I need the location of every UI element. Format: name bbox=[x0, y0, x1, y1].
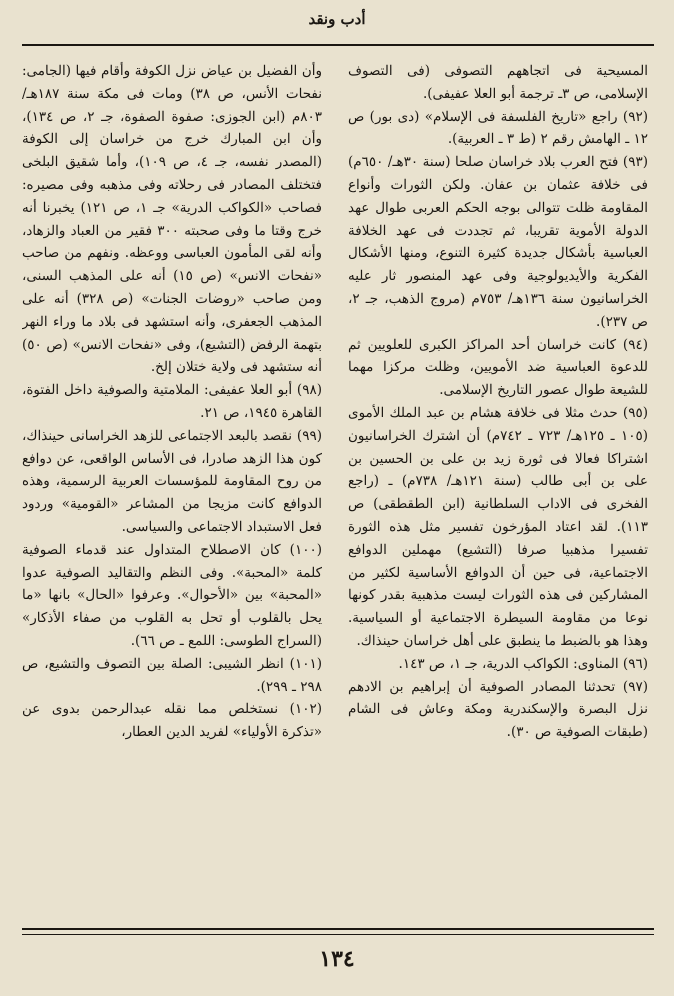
footnote-paragraph: (٩٣) فتح العرب بلاد خراسان صلحا (سنة ٣٠هـ/ ٦٥٠م) فى خلافة عثمان بن عفان. ولكن الثورات وأنواع المقاومة ظلت تتوالى بوجه الحكم العربى طوال عهد الدولة الأموية تقريبا، ثم تجددت فى عهد الخلافة العباسية بأشكال جديدة كثيرة التنوع، ومنها الأشكال الفكرية والأيديولوجية وفى عهد المنصور ثار عليه الخراسانيون سنة ١٣٦هـ/ ٧٥٣م (مروج الذهب، جـ ٢، ص ٢٣٧). bbox=[348, 154, 648, 330]
page-number: ١٣٤ bbox=[319, 946, 355, 972]
footer-rule-thin bbox=[22, 934, 654, 935]
footnote-paragraph: (٩٤) كانت خراسان أحد المراكز الكبرى للعلويين ثم للدعوة العباسية ضد الأمويين، وظلت مركزا مهما للشيعة طوال عصور التاريخ الإسلامى. bbox=[348, 336, 648, 399]
footer-rule bbox=[22, 928, 654, 930]
header-rule bbox=[22, 44, 654, 46]
footnote-paragraph: المسيحية فى اتجاههم التصوفى (فى التصوف الإسلامى، ص ٣ـ ترجمة أبو العلا عفيفى). bbox=[348, 63, 648, 102]
footnote-paragraph: (١٠١) انظر الشيبى: الصلة بين التصوف والتشيع، ص ٢٩٨ ـ ٢٩٩). bbox=[22, 655, 322, 695]
footnote-paragraph: (٩٩) نقصد بالبعد الاجتماعى للزهد الخراسانى حينذاك، كون هذا الزهد صادرا، فى الأساس الواقعى، عن دوافع من روح المقاومة للمؤسسات العربية الرسمية، وهذه الدوافع كانت مزيجا من المشاعر «القومية» وردود فعل الاستبداد الاجتماعى والسياسى. bbox=[22, 427, 322, 535]
running-header: أدب ونقد bbox=[308, 10, 366, 28]
footnote-paragraph: (١٠٢) نستخلص مما نقله عبدالرحمن بدوى عن «تذكرة الأولياء» لفريد الدين العطار، bbox=[22, 701, 322, 741]
right-column bbox=[348, 60, 648, 920]
left-column bbox=[22, 60, 322, 920]
footnote-paragraph: (٩٧) تحدثنا المصادر الصوفية أن إبراهيم بن الادهم نزل البصرة والإسكندرية ومكة وعاش فى الشام (طبقات الصوفية ص ٣٠). bbox=[348, 678, 648, 741]
footnote-paragraph: (٩٨) أبو العلا عفيفى: الملامتية والصوفية داخل الفتوة، القاهرة ١٩٤٥، ص ٢١. bbox=[22, 382, 322, 421]
footnote-paragraph: (٩٥) حدث مثلا فى خلافة هشام بن عبد الملك الأموى (١٠٥ ـ ١٢٥هـ/ ٧٢٣ ـ ٧٤٢م) أن اشترك الخراسانيون اشتراكا فعالا فى ثورة زيد بن على بن الحسين بن على بن أبى طالب (سنة ١٢١هـ/ ٧٣٨م) ـ (راجع الفخرى فى الاداب السلطانية (ابن الطقطقى) ص ١١٣). لقد اعتاد المؤرخون تفسير مثل هذه الثورة تفسيرا مذهبيا صرفا (التشيع) مهملين الدوافع الاجتماعية، فى حين أن الدوافع الأساسية لكثير من المشاركين فى هذه الثورات ليست مذهبية بقدر كونها نوعا من مقاومة السيطرة الاجتماعية أو السياسية. وهذا هو بالضبط ما ينطبق على أهل خراسان حينذاك. bbox=[348, 404, 648, 649]
footnote-paragraph: وأن الفضيل بن عياض نزل الكوفة وأقام فيها (الجامى: نفحات الأنس، ص ٣٨) ومات فى مكة سنة ١٨٧هـ/ ٨٠٣م (ابن الجوزى: صفوة الصفوة، جـ ٢، ص ١٣٤)، وأن ابن المبارك خرج من خراسان إلى الكوفة (المصدر نفسه، جـ ٤، ص ١٠٩)، وأما شقيق البلخى فتختلف المصادر فى رحلاته وفى مذهبه وفى مصيره: فصاحب «الكواكب الدرية» جـ ١، ص ١٢١) يخبرنا أنه خرج وقتا ما وفى صحبته ٣٠٠ فقير من العباد والزهاد، وأنه لقى المأمون العباسى ووعظه. ونفهم من صاحب «نفحات الانس» (ص ١٥) أنه على المذهب السنى، ومن صاحب «روضات الجنات» (ص ٣٢٨) أنه على المذهب الجعفرى، وأنه استشهد فى بلاد ما وراء النهر بتهمة الرفض (التشيع)، وفى «نفحات الانس» (ص ٥٠) أنه ستشهد فى ولاية ختلان إلخ. bbox=[22, 63, 322, 376]
footnote-paragraph: (٩٦) المناوى: الكواكب الدرية، جـ ١، ص ١٤٣. bbox=[398, 655, 648, 672]
footnote-paragraph: (١٠٠) كان الاصطلاح المتداول عند قدماء الصوفية كلمة «المحبة». وفى النظم والتقاليد الصوفية عدوا «المحبة» بين «الأحوال». وعرفوا «الحال» بانها «ما يحل بالقلوب أو تحل به القلوب من صفاء الأذكار» (السراج الطوسى: اللمع ـ ص ٦٦). bbox=[22, 541, 322, 649]
footnote-paragraph: (٩٢) راجع «تاريخ الفلسفة فى الإسلام» (دى بور) ص ١٢ ـ الهامش رقم ٢ (ط ٣ ـ العربية). bbox=[348, 108, 648, 148]
